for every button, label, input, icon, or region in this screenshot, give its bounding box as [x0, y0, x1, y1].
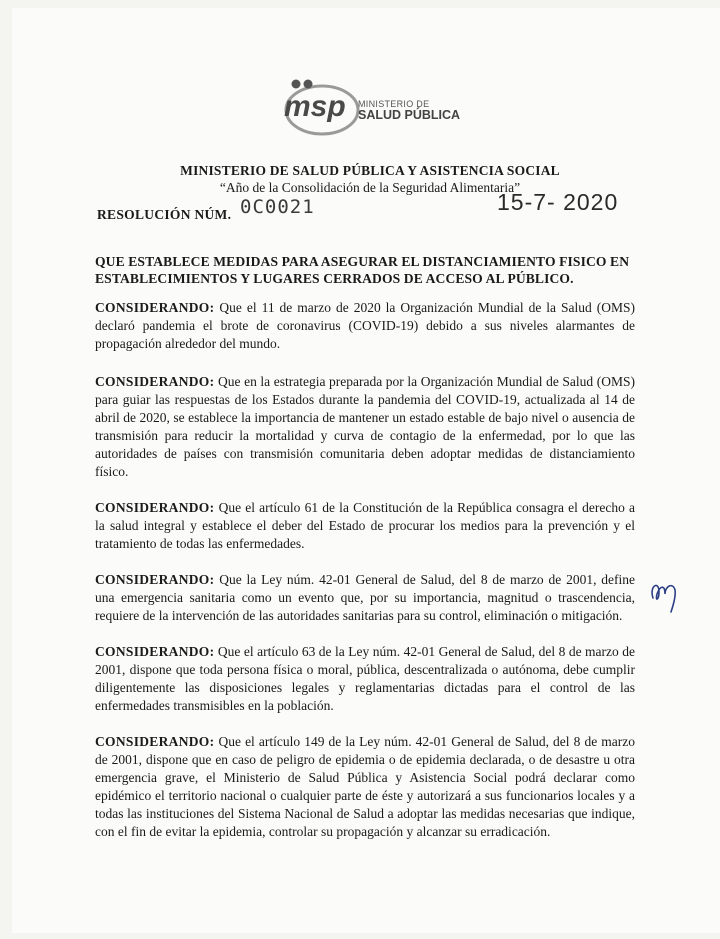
logo-line-1: MINISTERIO DE	[358, 99, 430, 109]
considerando-text: Que el artículo 149 de la Ley núm. 42-01 General de Salud, del 8 de marzo de 2001, dispone que en caso de peligro de epidemia o de epidemia declarada, o de desastre u otra emergencia grave, el Ministerio de Salud Pública y Asistencia Social podrá declarar como epidémico el territorio nacional o cualquier parte de éste y autorizará a sus funcionarios locales y a todas las instituciones del Sistema Nacional de Salud a adoptar las medidas necesarias que indique, con el fin de evitar la epidemia, controlar su propagación y alcanzar su erradicación.	[95, 734, 635, 839]
considerando-label: CONSIDERANDO:	[95, 500, 215, 515]
handwritten-initials-icon	[647, 576, 685, 614]
considerando-text: Que el artículo 61 de la Constitución de la República consagra el derecho a la salud integral y establece el deber del Estado de procurar los medios para la prevención y el tratamiento de todas las enfermedades.	[95, 500, 635, 551]
considerando-label: CONSIDERANDO:	[95, 374, 215, 389]
considerando-label: CONSIDERANDO:	[95, 734, 215, 749]
considerando-label: CONSIDERANDO:	[95, 644, 215, 659]
considerando-paragraph	[95, 499, 635, 553]
resolution-date: 15-7- 2020	[497, 189, 619, 215]
considerando-label: CONSIDERANDO:	[95, 300, 215, 315]
considerando-paragraph	[95, 733, 635, 841]
considerando-label: CONSIDERANDO:	[95, 572, 215, 587]
considerando-paragraph	[95, 571, 635, 625]
considerando-text: Que el 11 de marzo de 2020 la Organización Mundial de la Salud (OMS) declaró pandemia el brote de coronavirus (COVID-19) debido a sus niveles alarmantes de propagación alrededor del mundo.	[95, 300, 635, 351]
considerando-paragraph	[95, 299, 635, 353]
considerando-text: Que la Ley núm. 42-01 General de Salud, del 8 de marzo de 2001, define una emergencia sanitaria como un evento que, por su importancia, magnitud o trascendencia, requiere de la intervención de las autoridades sanitarias para su control, eliminación o mitigación.	[95, 572, 635, 623]
considerando-paragraph	[95, 373, 635, 481]
ministry-heading: MINISTERIO DE SALUD PÚBLICA Y ASISTENCIA SOCIAL	[180, 163, 560, 178]
logo-brand: msp	[284, 90, 346, 123]
resolution-label: RESOLUCIÓN NÚM.	[97, 207, 232, 222]
msp-logo-mark	[284, 80, 358, 135]
year-motto: “Año de la Consolidación de la Seguridad Alimentaria”	[219, 180, 521, 195]
resolution-number: 0C0021	[240, 196, 315, 218]
considerando-text: Que el artículo 63 de la Ley núm. 42-01 General de Salud, del 8 de marzo de 2001, dispone que toda persona física o moral, pública, descentralizada o autónoma, debe cumplir diligentemente las disposiciones legales y reglamentarias dictadas para el control de las enfermedades transmisibles en la población.	[95, 644, 635, 713]
logo-text	[358, 100, 460, 123]
logo-line-2: SALUD PÚBLICA	[358, 108, 461, 123]
considerando-text: Que en la estrategia preparada por la Organización Mundial de Salud (OMS) para guiar las respuestas de los Estados durante la pandemia del COVID-19, actualizada al 14 de abril de 2020, se establece la importancia de mantener un estado estable de bajo nivel o ausencia de transmisión para reducir la mortalidad y curva de contagio de la enfermedad, por lo que las autoridades de países con transmisión comunitaria deben adoptar medidas de distanciamiento físico.	[95, 374, 635, 479]
resolution-title: QUE ESTABLECE MEDIDAS PARA ASEGURAR EL DISTANCIAMIENTO FISICO EN ESTABLECIMIENTOS Y LUGARES CERRADOS DE ACCESO AL PÚBLICO.	[95, 254, 630, 286]
considerando-paragraph	[95, 643, 635, 715]
